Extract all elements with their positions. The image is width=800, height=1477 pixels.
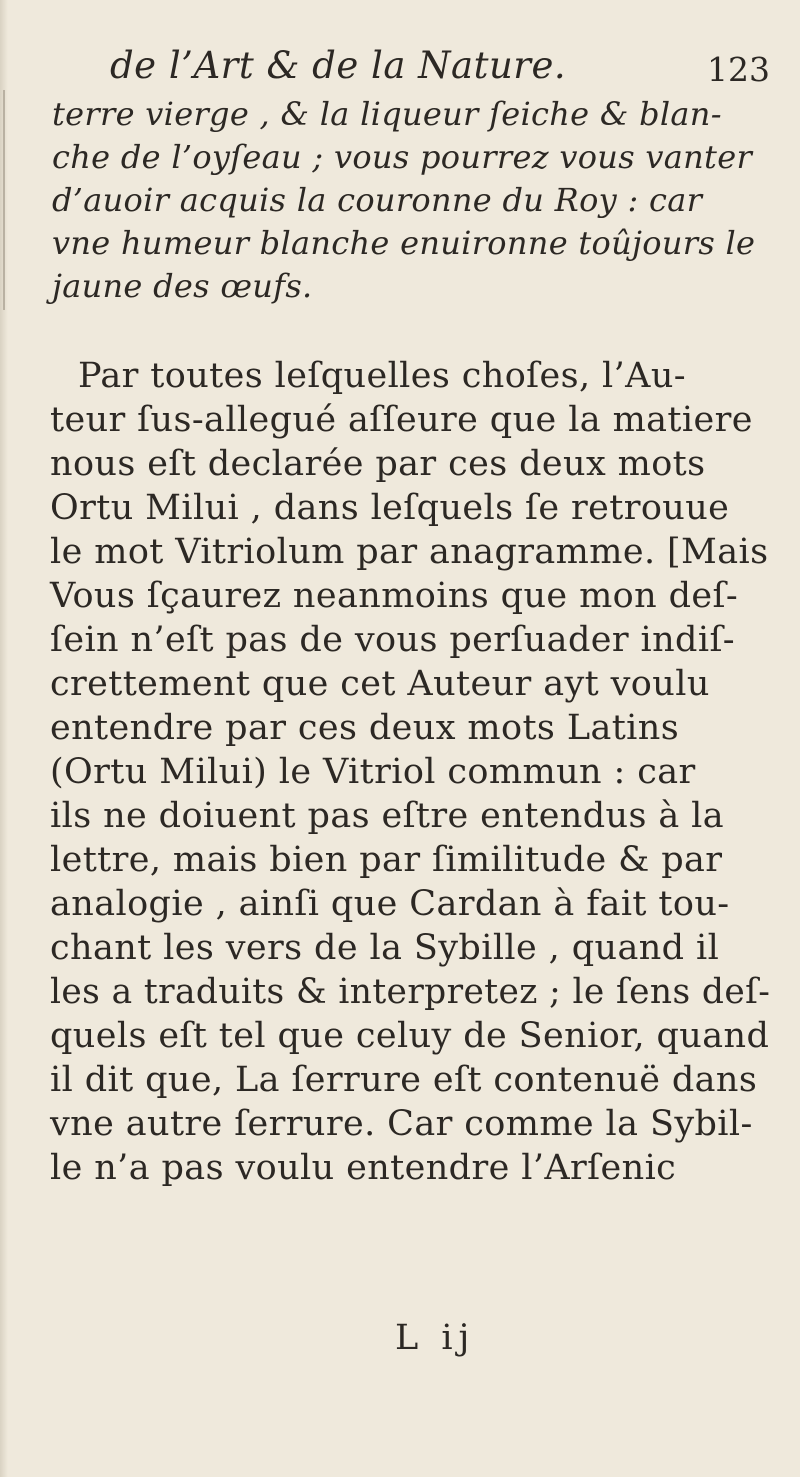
- text-line: terre vierge , & la liqueur ſeiche & blan-: [52, 95, 722, 133]
- text-line: jaune des œufs.: [52, 267, 313, 305]
- text-line: quels eſt tel que celuy de Senior, quand: [50, 1016, 770, 1056]
- text-line: ils ne doiuent pas eſtre entendus à la: [50, 796, 725, 836]
- text-line: (Ortu Milui) le Vitriol commun : car: [50, 752, 696, 792]
- text-line: Vous ſçaurez neanmoins que mon deſ-: [50, 576, 739, 616]
- text-line: chant les vers de la Sybille , quand il: [50, 928, 720, 968]
- text-line: vne autre ſerrure. Car comme la Sybil-: [50, 1104, 753, 1144]
- text-line: nous eſt declarée par ces deux mots: [50, 444, 706, 484]
- text-line: lettre, mais bien par ſimilitude & par: [50, 840, 723, 880]
- text-line: analogie , ainſi que Cardan à fait tou-: [50, 884, 730, 924]
- text-line: d’auoir acquis la couronne du Roy : car: [52, 181, 703, 219]
- text-line: il dit que, La ſerrure eſt contenuë dans: [50, 1060, 758, 1100]
- text-line: Ortu Milui , dans leſquels ſe retrouue: [50, 488, 730, 528]
- text-line: Par toutes leſquelles choſes, l’Au-: [78, 356, 687, 396]
- text-line: le mot Vitriolum par anagramme. [Mais: [50, 532, 769, 572]
- page-header: [110, 44, 770, 94]
- text-line: teur ſus-allegué aſſeure que la matiere: [50, 400, 753, 440]
- text-line: le n’a pas voulu entendre l’Arſenic: [50, 1148, 677, 1188]
- text-line: crettement que cet Auteur ayt voulu: [50, 664, 710, 704]
- running-head: de l’Art & de la Nature.: [110, 44, 567, 87]
- signature-mark: L ij: [395, 1318, 476, 1358]
- text-line: entendre par ces deux mots Latins: [50, 708, 680, 748]
- text-line: les a traduits & interpretez ; le ſens deſ-: [50, 972, 771, 1012]
- text-line: ſein n’eſt pas de vous perſuader indiſ-: [50, 620, 736, 660]
- text-line: vne humeur blanche enuironne toûjours le: [52, 224, 756, 262]
- margin-rule: [3, 90, 5, 310]
- text-line: che de l’oyſeau ; vous pourrez vous vanter: [52, 138, 753, 176]
- page-number: 123: [707, 50, 770, 89]
